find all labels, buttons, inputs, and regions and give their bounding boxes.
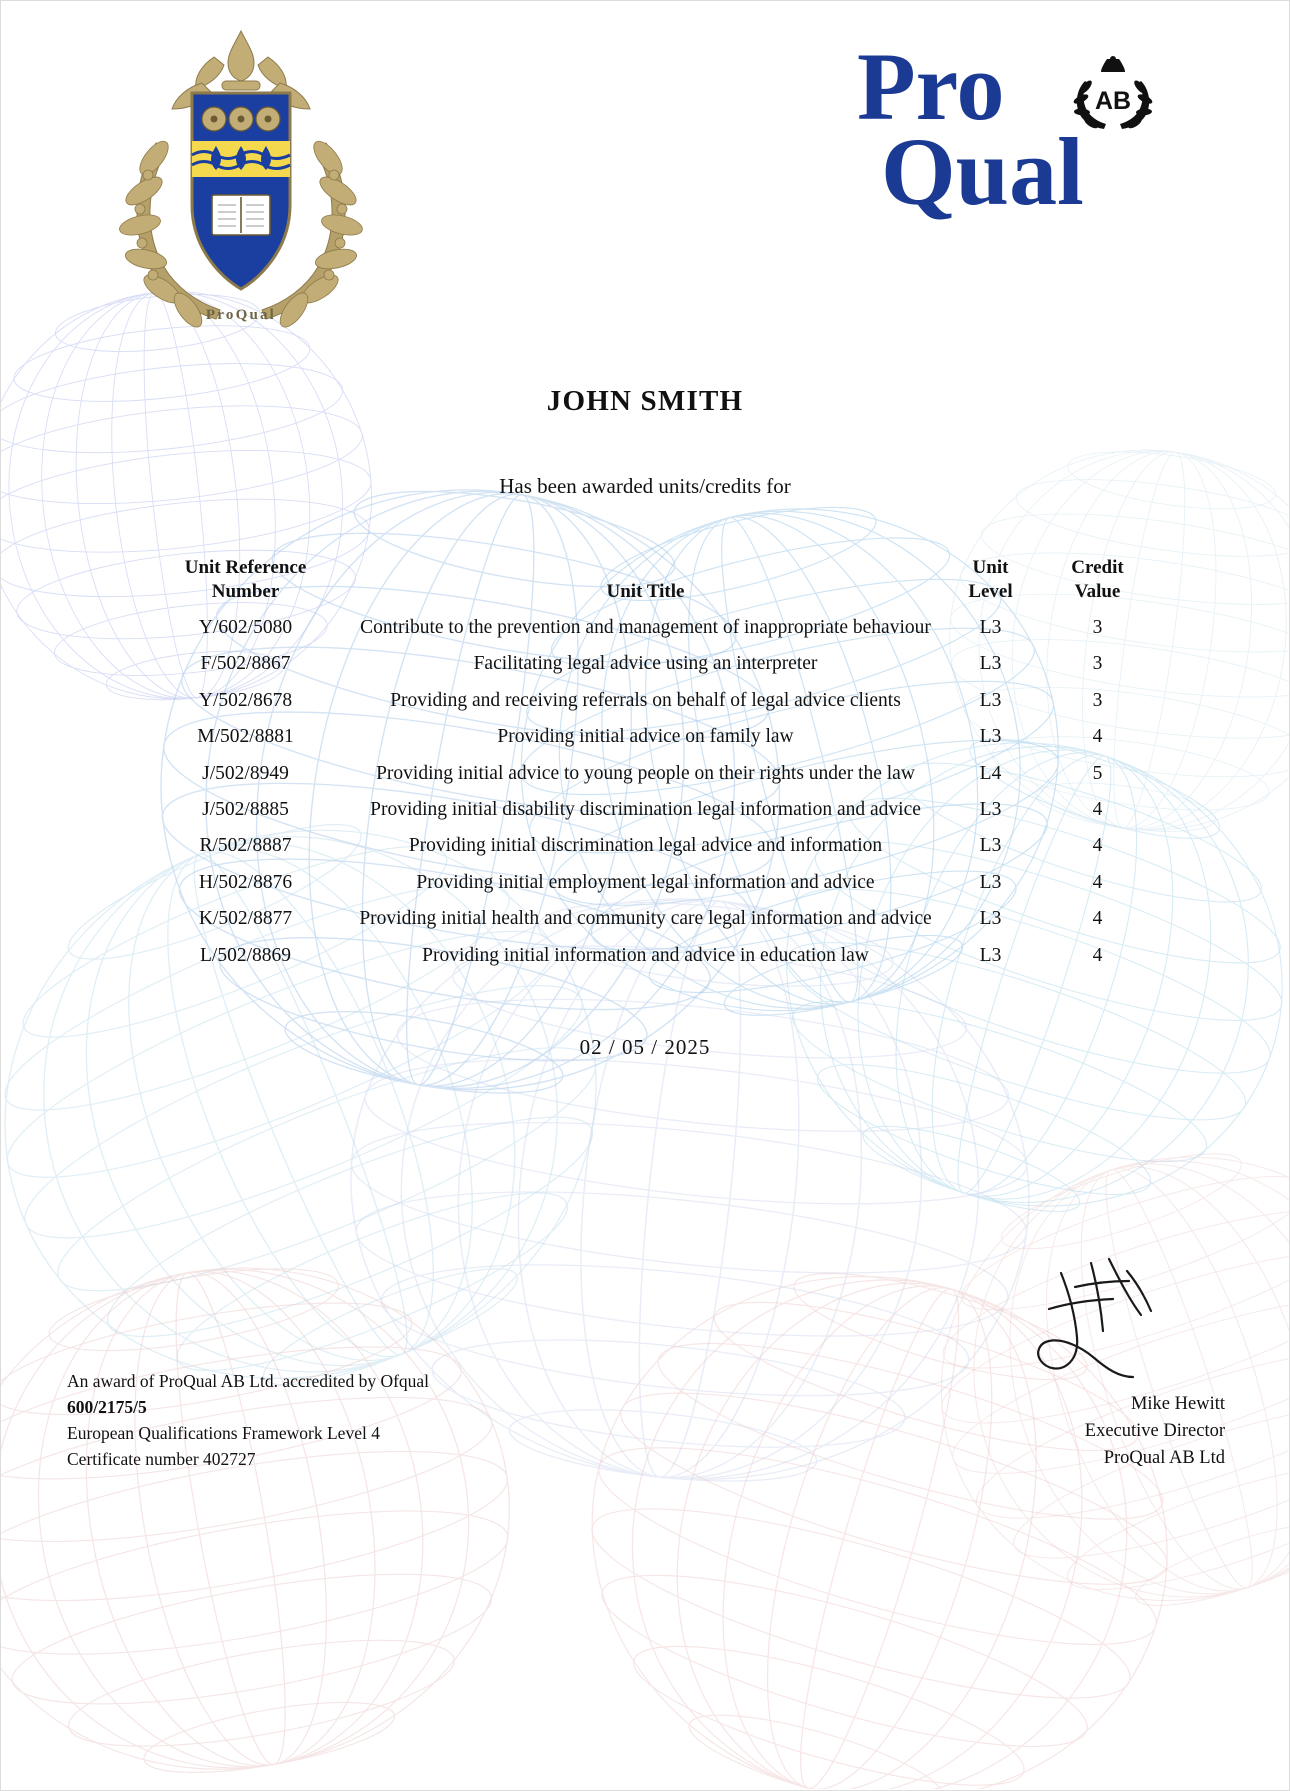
table-row	[138, 864, 1152, 900]
cell-credit-value: 3	[1092, 617, 1103, 638]
cell-credit-value: 4	[1092, 835, 1103, 857]
signature-image	[941, 1253, 1171, 1393]
table-row	[138, 719, 1152, 755]
cell-unit-title: Facilitating legal advice using an interpreter	[473, 653, 818, 675]
table-row	[138, 755, 1152, 791]
cell-unit-reference: K/502/8877	[198, 908, 293, 930]
cell-unit-reference: Y/602/5080	[198, 617, 293, 638]
cell-unit-level: L3	[979, 871, 1002, 893]
units-table	[138, 555, 1152, 973]
header-line-2: Value	[1074, 580, 1121, 602]
table-row	[138, 937, 1152, 973]
cell-unit-reference: Y/502/8678	[198, 689, 293, 711]
cell-credit-value: 3	[1092, 653, 1103, 675]
cell-unit-title: Providing initial advice on family law	[497, 726, 794, 748]
cell-credit-value: 3	[1092, 689, 1103, 711]
cell-unit-reference: H/502/8876	[198, 871, 293, 893]
cell-unit-reference: F/502/8867	[200, 653, 291, 675]
header-line-2: Number	[211, 580, 280, 602]
table-row	[138, 828, 1152, 864]
cell-unit-level: L3	[979, 798, 1002, 820]
table-row	[138, 646, 1152, 682]
cell-unit-title: Providing initial employment legal information and advice	[416, 871, 875, 893]
signatory-block	[925, 1391, 1225, 1471]
units-table-body	[138, 610, 1152, 974]
header-line-2: Level	[968, 580, 1013, 602]
cell-unit-reference: J/502/8949	[202, 762, 289, 784]
cell-unit-reference: M/502/8881	[197, 726, 294, 748]
signatory-name: Mike Hewitt	[1130, 1394, 1225, 1414]
award-date: 02 / 05 / 2025	[579, 1035, 711, 1060]
cell-credit-value: 4	[1092, 908, 1103, 930]
column-header-credit-value	[1043, 555, 1152, 610]
table-row	[138, 901, 1152, 937]
awarded-for-text: Has been awarded units/credits for	[499, 474, 791, 498]
awardee-name: JOHN SMITH	[546, 385, 744, 417]
svg-text:AB: AB	[1094, 87, 1132, 115]
cell-unit-level: L3	[979, 944, 1002, 966]
footer-accreditation-text: An award of ProQual AB Ltd. accredited by Ofqual	[67, 1371, 430, 1391]
header-line-1: Unit Reference	[184, 557, 307, 578]
cell-unit-level: L4	[979, 762, 1002, 784]
proqual-crest-logo	[96, 23, 386, 333]
column-header-unit-level	[938, 555, 1043, 610]
table-row	[138, 682, 1152, 718]
svg-text:Pro: Pro	[857, 39, 1005, 140]
cell-unit-title: Providing and receiving referrals on behalf of legal advice clients	[390, 689, 901, 711]
cell-unit-reference: J/502/8885	[202, 798, 289, 820]
signatory-role: Executive Director	[1084, 1420, 1225, 1441]
cell-credit-value: 4	[1092, 944, 1103, 966]
cell-unit-level: L3	[979, 653, 1002, 675]
cell-unit-level: L3	[979, 689, 1002, 711]
footer-qualification-number: 600/2175/5	[67, 1396, 147, 1417]
cell-unit-title: Contribute to the prevention and management of inappropriate behaviour	[360, 617, 931, 638]
cell-unit-title: Providing initial disability discrimination legal information and advice	[370, 798, 921, 820]
cell-unit-level: L3	[979, 617, 1002, 638]
column-header-unit-title: Unit Title	[606, 580, 685, 602]
table-header-row	[138, 555, 1152, 610]
table-row	[138, 610, 1152, 646]
footer-eqf-level: European Qualifications Framework Level 4	[67, 1422, 380, 1443]
cell-unit-title: Providing initial information and advice in education law	[422, 944, 869, 966]
cell-unit-reference: L/502/8869	[200, 944, 291, 966]
svg-text:Qual: Qual	[881, 118, 1084, 224]
cell-unit-title: Providing initial discrimination legal advice and information	[408, 835, 883, 857]
footer-certificate-number: Certificate number 402727	[67, 1448, 256, 1469]
proqual-wordmark-logo	[857, 39, 1157, 224]
footer-accreditation-block	[67, 1369, 429, 1473]
cell-unit-level: L3	[979, 908, 1002, 930]
cell-unit-reference: R/502/8887	[199, 835, 292, 857]
cell-unit-level: L3	[979, 726, 1002, 748]
cell-unit-level: L3	[979, 835, 1002, 857]
cell-credit-value: 4	[1092, 798, 1103, 820]
cell-credit-value: 5	[1092, 762, 1103, 784]
header-line-1: Credit	[1071, 557, 1124, 578]
crest-label: ProQual	[205, 307, 277, 323]
cell-credit-value: 4	[1092, 871, 1103, 893]
cell-credit-value: 4	[1092, 726, 1103, 748]
column-header-unit-reference	[138, 555, 353, 610]
header-line-1: Unit	[972, 557, 1009, 578]
table-row	[138, 791, 1152, 827]
certificate-header	[1, 1, 1289, 351]
signatory-organisation: ProQual AB Ltd	[1103, 1447, 1225, 1468]
cell-unit-title: Providing initial advice to young people on their rights under the law	[376, 762, 915, 784]
cell-unit-title: Providing initial health and community care legal information and advice	[359, 908, 932, 930]
